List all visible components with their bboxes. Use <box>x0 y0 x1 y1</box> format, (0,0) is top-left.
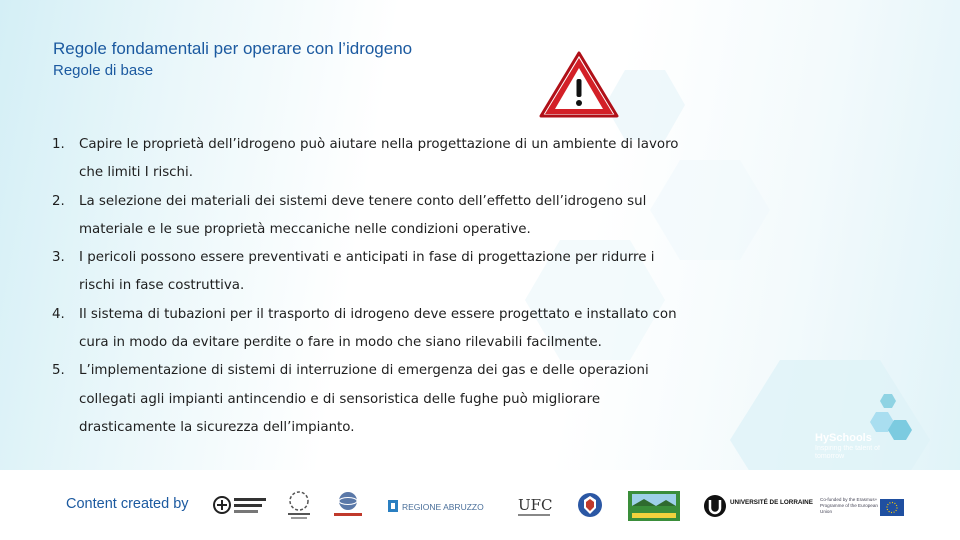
rule-item <box>52 131 692 188</box>
rule-text: I pericoli possono essere preventivati e anticipati in fase di progettazione per ridurre i rischi in fase costruttiva. <box>79 250 655 294</box>
rule-text: La selezione dei materiali dei sistemi deve tenere conto dell’effetto dell’idrogeno sul materiale e le sue proprietà meccaniche nelle condizioni operative. <box>79 193 647 237</box>
rule-text: Capire le proprietà dell’idrogeno può aiutare nella progettazione di un ambiente di lavoro che limiti I rischi. <box>79 137 679 181</box>
warning-triangle-icon <box>538 50 620 120</box>
manchester-metropolitan-logo <box>212 492 270 518</box>
globe-partner-logo <box>330 490 366 520</box>
rule-number: 3. <box>52 250 65 266</box>
regione-abruzzo-logo <box>388 498 488 514</box>
universite-de-lorraine-logo <box>702 493 813 519</box>
eu-flag-icon <box>880 499 904 516</box>
hyschools-logo <box>815 432 895 472</box>
credit-label: Content created by <box>66 496 189 512</box>
rule-text: L’implementazione di sistemi di interruzione di emergenza dei gas e delle operazioni collegati agli impianti antincendio e di sensoristica delle fughe può migliorare drasticamente la sicurezza dell’impianto. <box>79 363 649 435</box>
universite-de-lorraine-text: UNIVERSITÉ DE LORRAINE <box>730 499 813 506</box>
rule-number: 2. <box>52 193 65 209</box>
ufc-logo <box>514 490 554 520</box>
landscape-partner-logo <box>628 491 680 521</box>
rule-number: 5. <box>52 363 65 379</box>
rule-text: Il sistema di tubazioni per il trasporto di idrogeno deve essere progettato e installato con cura in modo da evitare perdite o fare in modo che siano rilevabili facilmente. <box>79 306 677 351</box>
rule-number: 4. <box>52 306 65 322</box>
hyschools-tagline: Inspiring the talent of tomorrow <box>815 445 880 460</box>
hyschools-name: HySchools <box>815 432 872 444</box>
rule-item <box>52 188 692 245</box>
regione-abruzzo-text: REGIONE ABRUZZO <box>402 502 484 512</box>
eu-cofunded-text: Co-funded by the Erasmus+ Programme of the European Union <box>820 497 878 514</box>
rule-item <box>52 244 692 301</box>
rules-list <box>52 131 692 442</box>
ufc-text: UFC <box>518 496 553 514</box>
page-subtitle: Regole di base <box>53 62 154 79</box>
rule-number: 1. <box>52 137 65 152</box>
page-title: Regole fondamentali per operare con l’idrogeno <box>53 39 413 58</box>
partner-logo-circle <box>282 490 316 520</box>
shield-partner-logo <box>576 490 604 520</box>
eu-cofunded-logo <box>820 497 905 521</box>
rule-item <box>52 357 692 442</box>
rule-item <box>52 301 692 358</box>
